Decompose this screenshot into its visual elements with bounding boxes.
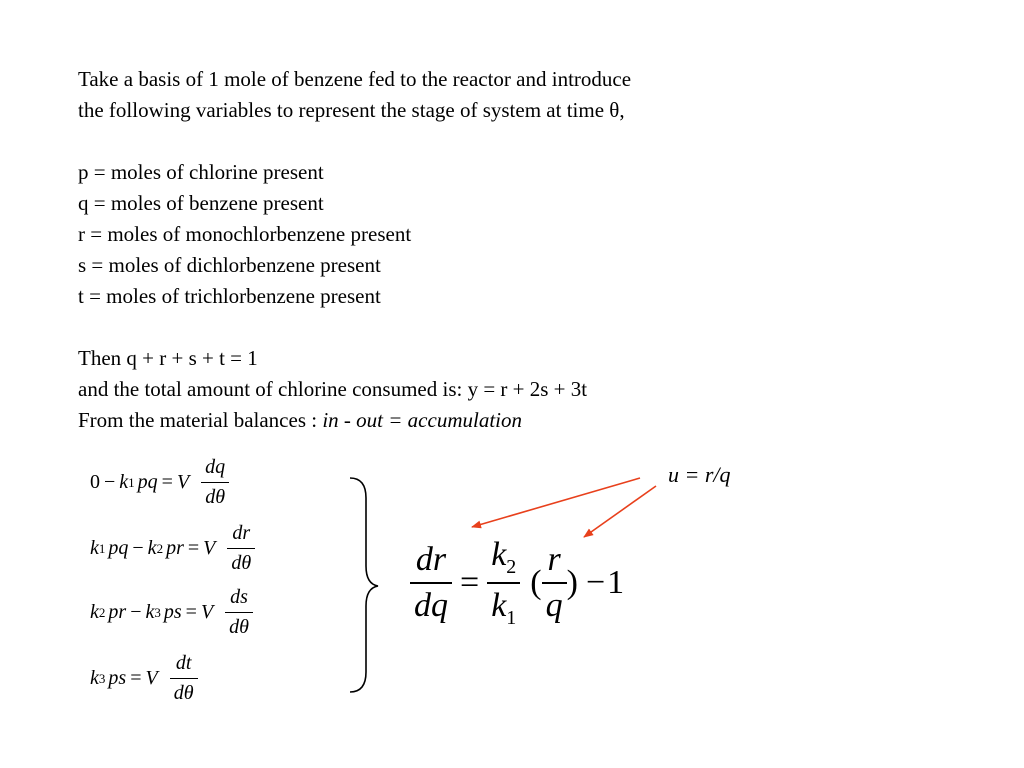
sum-relation: Then q + r + s + t = 1	[78, 346, 258, 370]
eq3-pr: pr	[108, 601, 127, 623]
curly-brace	[350, 478, 378, 692]
definition-s: s = moles of dichlorbenzene present	[78, 253, 381, 277]
definition-t: t = moles of trichlorbenzene present	[78, 284, 381, 308]
eq2-denominator: dθ	[227, 548, 255, 575]
paren-close: )	[566, 564, 578, 601]
eq4-v: V	[145, 667, 158, 689]
balance-prefix: From the material balances :	[78, 408, 323, 432]
eq2-pr: pr	[166, 537, 184, 559]
eq2-k2: k	[147, 537, 157, 559]
eq2-v: V	[203, 537, 216, 559]
k2-letter: k	[491, 536, 507, 573]
eq2-k1: k	[90, 537, 99, 559]
eq3-ps: ps	[163, 601, 182, 623]
intro-line-1: Take a basis of 1 mole of benzene fed to the reactor and introduce	[78, 67, 632, 91]
minus-sign: −	[104, 471, 116, 493]
result-lhs-numerator: dr	[415, 541, 447, 578]
minus-sign: −	[130, 601, 142, 623]
balance-italic: in - out = accumulation	[322, 408, 522, 432]
result-q: q	[542, 582, 567, 625]
eq1-k-sub: 1	[128, 474, 135, 490]
k1-letter: k	[491, 587, 507, 624]
eq1-v: V	[176, 471, 190, 493]
eq2-k2-sub: 2	[156, 540, 164, 556]
eq2-pq: pq	[108, 537, 129, 559]
equals-sign: =	[187, 537, 200, 559]
eq2-k1-sub: 1	[98, 540, 106, 556]
k1-sub: 1	[506, 607, 517, 629]
eq1-lhs: 0	[90, 471, 100, 493]
eq3-k2-sub: 2	[98, 604, 106, 620]
eq3-k3: k	[145, 601, 155, 623]
eq4-denominator: dθ	[170, 678, 198, 705]
eq2-numerator: dr	[232, 522, 251, 544]
result-r: r	[547, 541, 561, 578]
eq3-v: V	[200, 601, 214, 623]
intro-line-2: the following variables to represent the stage of system at time θ,	[78, 98, 625, 122]
eq3-denominator: dθ	[225, 612, 253, 639]
eq1-pq: pq	[137, 471, 158, 493]
eq1-numerator: dq	[205, 456, 226, 478]
minus-sign: −	[132, 537, 144, 559]
definition-p: p = moles of chlorine present	[78, 160, 324, 184]
paren-open: (	[530, 564, 542, 601]
arrow-to-rq-fraction	[584, 486, 656, 537]
eq4-k3: k	[90, 667, 99, 689]
equals-sign: =	[130, 667, 142, 689]
arrow-to-k-fraction	[472, 478, 640, 527]
equals-sign: =	[460, 564, 480, 601]
eq4-numerator: dt	[175, 652, 192, 674]
minus-one: 1	[607, 564, 625, 601]
equals-sign: =	[161, 471, 173, 493]
minus-sign: −	[585, 564, 606, 601]
eq1-k: k	[119, 471, 129, 493]
chlorine-relation: and the total amount of chlorine consumed is: y = r + 2s + 3t	[78, 377, 588, 401]
definition-q: q = moles of benzene present	[78, 191, 324, 215]
eq1-denominator: dθ	[201, 482, 229, 509]
eq4-k3-sub: 3	[98, 670, 106, 686]
result-lhs-denominator: dq	[410, 582, 452, 625]
substitution-label: u = r/q	[668, 462, 731, 487]
eq3-k3-sub: 3	[154, 604, 161, 620]
definition-r: r = moles of monochlorbenzene present	[78, 222, 412, 246]
eq3-k2: k	[90, 601, 99, 623]
equals-sign: =	[185, 601, 197, 623]
k2-sub: 2	[506, 556, 517, 578]
eq4-ps: ps	[108, 667, 127, 689]
eq3-numerator: ds	[230, 586, 248, 608]
